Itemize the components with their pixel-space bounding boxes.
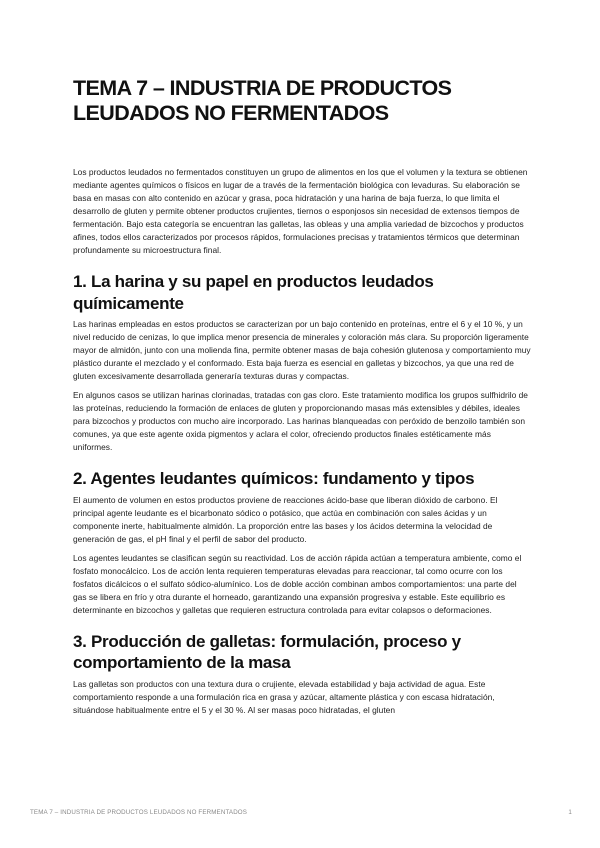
footer-page-number: 1 bbox=[568, 809, 572, 816]
page-footer bbox=[30, 809, 572, 816]
section-1-heading: 1. La harina y su papel en productos leudados químicamente bbox=[73, 272, 434, 313]
section-3-heading: 3. Producción de galletas: formulación, proceso y comportamiento de la masa bbox=[73, 631, 461, 672]
section-2-paragraph-1: El aumento de volumen en estos productos proviene de reacciones ácido-base que liberan dióxido de carbono. El principal agente leudante es el bicarbonato sódico o potásico, que actúa en combinación con sales ácidas y un componente inerte, habitualmente almidón. La proporción entre las bases y los ácidos determina la velocidad de generación de gas, el pH final y el perfil de sabor del producto. bbox=[73, 494, 498, 544]
section-3-paragraph-1: Las galletas son productos con una textura dura o crujiente, elevada estabilidad y baja actividad de agua. Este comportamiento responde a una formulación rica en grasa y azúcar, altamente plástica y con escasa hidratación, situándose habitualmente entre el 5 y el 30 %. Al ser masas poco hidratadas, el gluten bbox=[73, 678, 495, 715]
footer-running-title: TEMA 7 – INDUSTRIA DE PRODUCTOS LEUDADOS NO FERMENTADOS bbox=[30, 809, 248, 816]
intro-paragraph: Los productos leudados no fermentados constituyen un grupo de alimentos en los que el volumen y la textura se obtienen mediante agentes químicos o físicos en lugar de a través de la fermentación biológica con levaduras. Su elaboración se basa en masas con alto contenido en azúcar y grasa, poca hidratación y una harina de baja fuerza, lo que limita el desarrollo de gluten y permite obtener productos crujientes, tiernos o esponjosos sin necesidad de extensos tiempos de fermentación. Bajo esta categoría se encuentran las galletas, las obleas y una amplia variedad de bizcochos y productos afines, todos ellos caracterizados por procesos rápidos, formulaciones precisas y tratamientos térmicos que determinan profundamente su microestructura final. bbox=[73, 167, 528, 255]
section-1-paragraph-2: En algunos casos se utilizan harinas clorinadas, tratadas con gas cloro. Este tratamiento modifica los grupos sulfhidrilo de las proteínas, reduciendo la formación de enlaces de gluten y proporcionando masas más extensibles y débiles, ideales para bizcochos y productos con mucho aire incorporado. Las harinas blanqueadas con peróxido de benzoilo también son comunes, ya que este agente oxida pigmentos y aclara el color, ofreciendo productos finales estéticamente más uniformes. bbox=[73, 390, 528, 452]
document-title-line-2: LEUDADOS NO FERMENTADOS bbox=[73, 101, 389, 125]
page-content bbox=[73, 76, 531, 717]
section-1-paragraph-1: Las harinas empleadas en estos productos se caracterizan por un bajo contenido en proteínas, entre el 6 y el 10 %, y un nivel reducido de cenizas, lo que implica menor presencia de minerales y coloración más clara. Su proporción ligeramente mayor de almidón, junto con una molienda fina, permite obtener masas de baja cohesión glutenosa y comportamiento muy plástico durante el mezclado y el conformado. Esta baja fuerza es esencial en galletas y bizcochos, ya que una red de gluten excesivamente desarrollada generaría texturas duras y compactas. bbox=[73, 319, 531, 381]
document-title bbox=[73, 76, 531, 126]
section-2-paragraph-2: Los agentes leudantes se clasifican según su reactividad. Los de acción rápida actúan a temperatura ambiente, como el fosfato monocálcico. Los de acción lenta requieren temperaturas elevadas para reaccionar, tal como ocurre con los fosfatos dicálcicos o el sulfato sódico-alumínico. Los de doble acción combinan ambos comportamientos: una parte del gas se libera en frío y otra durante el horneado, garantizando una expansión progresiva y estable. Este equilibrio es determinante en bizcochos y galletas que requieren estructura controlada para evitar colapsos o deformaciones. bbox=[73, 552, 522, 615]
document-title-line-1: TEMA 7 – INDUSTRIA DE PRODUCTOS bbox=[73, 76, 452, 100]
section-2-heading: 2. Agentes leudantes químicos: fundamento y tipos bbox=[73, 469, 475, 488]
